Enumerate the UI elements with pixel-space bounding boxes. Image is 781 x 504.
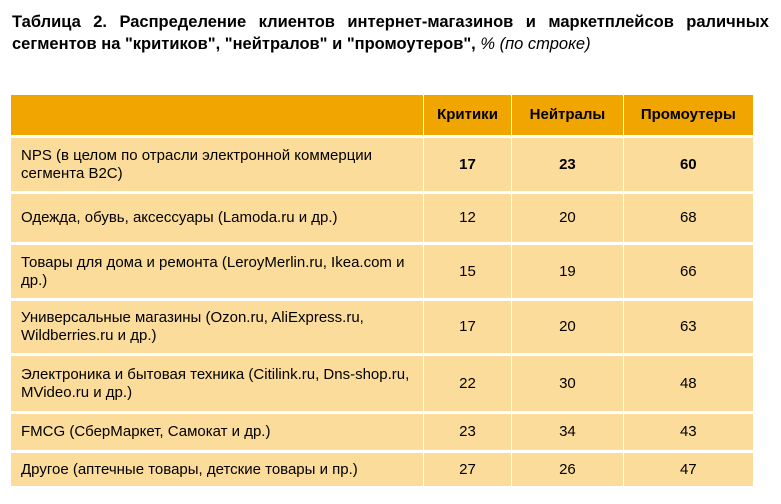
critics-value: 23 <box>424 414 513 453</box>
table-row <box>11 301 754 356</box>
critics-value: 27 <box>424 453 513 489</box>
row-label: Универсальные магазины (Ozon.ru, AliExpress.ru, Wildberries.ru и др.) <box>11 301 424 356</box>
table-row <box>11 245 754 301</box>
neutrals-value: 20 <box>512 194 623 245</box>
critics-value: 15 <box>424 245 513 301</box>
caption-title: Таблица 2. Распределение клиентов интернет-магазинов и маркетплейсов раличных сегментов на "критиков", "нейтралов" и "промоутеров", <box>12 13 769 53</box>
row-label: FMCG (СберМаркет, Самокат и др.) <box>11 414 424 453</box>
neutrals-value: 20 <box>512 301 623 356</box>
row-label: Одежда, обувь, аксессуары (Lamoda.ru и др.) <box>11 194 424 245</box>
row-label: Другое (аптечные товары, детские товары и пр.) <box>11 453 424 489</box>
header-critics: Критики <box>424 95 513 138</box>
neutrals-value: 26 <box>512 453 623 489</box>
critics-value: 22 <box>424 356 513 414</box>
header-row <box>11 95 754 138</box>
row-label: Товары для дома и ремонта (LeroyMerlin.ru, Ikea.com и др.) <box>11 245 424 301</box>
promoters-value: 43 <box>624 414 754 453</box>
table-row <box>11 194 754 245</box>
neutrals-value: 23 <box>512 138 623 194</box>
header-promoters: Промоутеры <box>624 95 754 138</box>
header-empty <box>11 95 424 138</box>
table-row <box>11 138 754 194</box>
critics-value: 17 <box>424 138 513 194</box>
table-row <box>11 453 754 489</box>
promoters-value: 66 <box>624 245 754 301</box>
promoters-value: 48 <box>624 356 754 414</box>
table-row <box>11 356 754 414</box>
neutrals-value: 19 <box>512 245 623 301</box>
row-label: Электроника и бытовая техника (Citilink.ru, Dns-shop.ru, MVideo.ru и др.) <box>11 356 424 414</box>
neutrals-value: 30 <box>512 356 623 414</box>
header-neutrals: Нейтралы <box>512 95 623 138</box>
row-label: NPS (в целом по отрасли электронной коммерции сегмента B2C) <box>11 138 424 194</box>
critics-value: 17 <box>424 301 513 356</box>
caption-unit: % (по строке) <box>480 35 591 53</box>
nps-table <box>11 95 754 489</box>
promoters-value: 47 <box>624 453 754 489</box>
critics-value: 12 <box>424 194 513 245</box>
table-caption <box>12 11 769 55</box>
promoters-value: 60 <box>624 138 754 194</box>
promoters-value: 68 <box>624 194 754 245</box>
neutrals-value: 34 <box>512 414 623 453</box>
promoters-value: 63 <box>624 301 754 356</box>
table-row <box>11 414 754 453</box>
